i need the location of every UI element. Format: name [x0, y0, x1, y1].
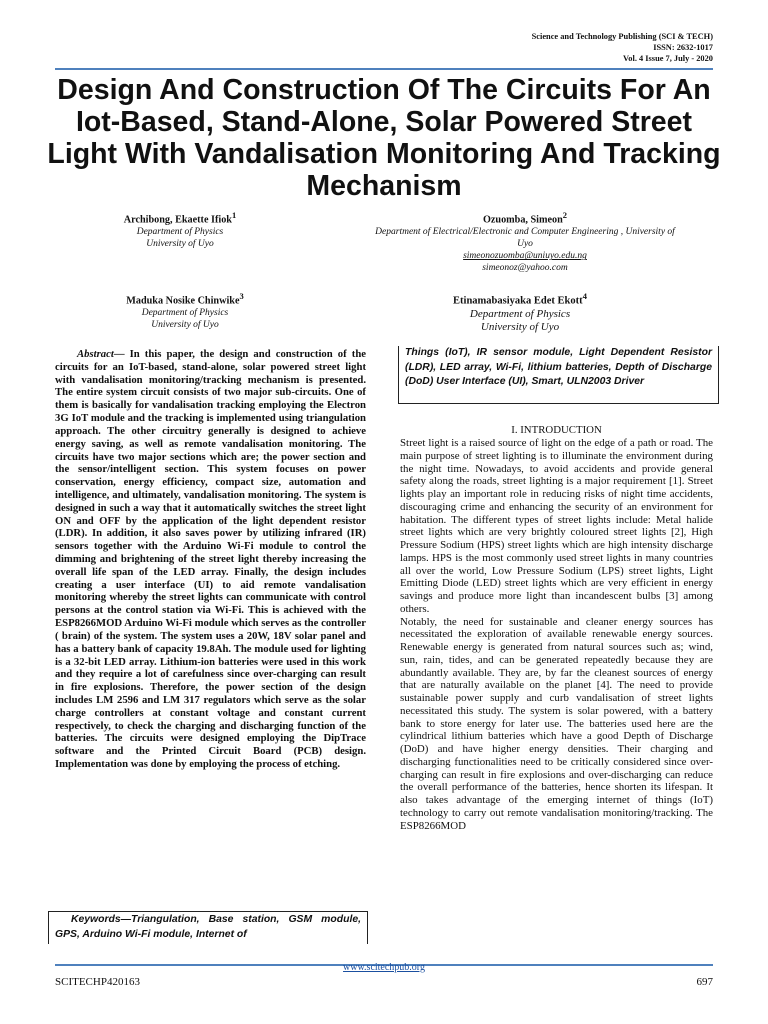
- footer-page-number: 697: [696, 976, 713, 988]
- footer-paper-code: SCITECHP420163: [55, 976, 140, 988]
- intro-paragraph-1: Street light is a raised source of light on the edge of a path or road. The main purpose of street lighting is to illuminate the environment during the night time. Nowadays, to avoid accidents and provide general safety along the roads, street lighting is a major requirement [1]. Street lights play an important role in reducing risks of night time accidents, discouraging crime and enhancing the security of an environment for habitation. The different types of street lights include: Metal halide street lights which are very brightly coloured street lights [2], High Pressure Sodium (HPS) street lights which are high intensity discharge lamps. HPS is the most commonly used street lights in many countries all over the world, Low Pressure Sodium (LPS) street lights, Light Emitting Diode (LED) street lights which are very efficient in energy savings and produce more light than incandescent bulbs [3] among others.: [400, 437, 713, 615]
- author-2-univ: Uyo: [517, 239, 533, 250]
- author-3-sup: 3: [239, 291, 244, 301]
- author-3-univ: University of Uyo: [151, 320, 219, 331]
- volume-issue: Vol. 4 Issue 7, July - 2020: [623, 54, 713, 63]
- author-1: [80, 209, 280, 250]
- author-2-name: Ozuomba, Simeon: [482, 214, 563, 226]
- author-3-name: Maduka Nosike Chinwike: [126, 295, 240, 307]
- intro-paragraph-2: Notably, the need for sustainable and cleaner energy sources has necessitated the exploration of available renewable energy sources. Renewable energy is generated from natural sources such as; wind, sun, rain, tides, and can be generated repeatedly because they are abundantly available. They are, by far the cleanest sources of energy that are naturally available on the planet [4]. The need to provide sustainable power supply and curb vandalisation of street lights necessitated this study. The system is solar powered, with a battery bank to store energy for later use. The batteries used here are the cylindrical lithium batteries which have a good Depth of Discharge (DoD) and have higher energy densities. Their charging and discharging functionalities need to be critically considered since over-charging can result in fire explosions and over-discharging can reduce the overall performance of the batteries, hence shorten its lifespan. It also takes advantage of the emerging internet of things (IoT) technology to carry out remote vandalisation monitoring/tracking. The ESP8266MOD: [400, 615, 713, 832]
- header-rule: [55, 68, 713, 70]
- abstract: [55, 348, 366, 771]
- issn: ISSN: 2632-1017: [653, 43, 713, 52]
- author-2: [330, 209, 720, 274]
- introduction-body: [400, 437, 713, 832]
- keywords-box-end: [398, 346, 719, 404]
- journal-header: [532, 31, 713, 64]
- author-1-name: Archibong, Ekaette Ifiok: [123, 214, 232, 226]
- keywords-text-2: Things (IoT), IR sensor module, Light Dependent Resistor (LDR), LED array, Wi-Fi, lithium batteries, Depth of Discharge (DoD) User Interface (UI), Smart, ULN2003 Driver: [405, 347, 712, 387]
- author-2-dept: Department of Electrical/Electronic and Computer Engineering , University of: [375, 227, 675, 238]
- paper-title: Design And Construction Of The Circuits For An Iot-Based, Stand-Alone, Solar Powered Street Light With Vandalisation Monitoring And Tracking Mechanism: [47, 74, 721, 202]
- author-1-univ: University of Uyo: [146, 239, 214, 250]
- author-1-dept: Department of Physics: [136, 227, 224, 238]
- author-3: [90, 290, 280, 331]
- section-heading-introduction: I. INTRODUCTION: [511, 424, 602, 436]
- keywords-text-1: Keywords—Triangulation, Base station, GSM module, GPS, Arduino Wi-Fi module, Internet of: [55, 914, 361, 941]
- author-2-email-link[interactable]: simeonozuomba@uniuyo.edu.ng: [463, 251, 587, 262]
- keywords-box-start: [48, 911, 368, 944]
- publisher: Science and Technology Publishing (SCI & TECH): [531, 32, 713, 41]
- author-2-sup: 2: [562, 210, 568, 220]
- author-4-name: Etinamabasiyaka Edet Ekott: [453, 295, 583, 307]
- author-1-sup: 1: [231, 210, 237, 220]
- footer-website-link[interactable]: www.scitechpub.org: [343, 962, 425, 973]
- author-4: [400, 290, 640, 334]
- author-3-dept: Department of Physics: [141, 308, 229, 319]
- abstract-text: In this paper, the design and construction of the circuits for an IoT-based, stand-alone, solar powered street light with vandalisation monitoring/tracking mechanism is presented. The entire system circuit consists of two major sub-circuits. One of them is basically for vandalisation tracking employing the Electron 3G IoT module and the tracking is implemented using triangulation approach. The other circuitry generally is designed to achieve energy saving, as well as remote vandalisation monitoring. The circuits have two major sections which are; the power section and the sensor/intelligent section. This system focuses on power conservation, energy efficiency, compact size, automation and intelligence, and ultimately, vandalisation monitoring. The system is designed in such a way that it automatically switches the street light ON and OFF by the application of the light dependent resistor (LDR). In addition, it also saves power by utilizing infrared (IR) sensors together with the Arduino Wi-Fi module to control the dimming and brightening of the street light thereby increasing the overall life span of the LED array. Finally, the design includes creating a user interface (UI) to aid remote vandalisation monitoring whereby the street lights can communicate with control persons at the control station via Wi-Fi. This is achieved with the ESP8266MOD Arduino Wi-Fi module which serves as the controller ( brain) of the system. The system uses a 20W, 18V solar panel and has a battery bank of capacity 19.8Ah. The module used for lighting is a 32-bit LED array. Lithium-ion batteries were used in this work and they require a lot of carefulness since over-charging can result in fire explosions. Therefore, the power section of the design includes LM 2596 and LM 317 regulators which serve as the solar charge controllers at constant voltage and constant current respectively, to check the charging and discharging function of the batteries. The circuits were designed employing the DipTrace software and the Printed Circuit Board (PCB) design. Implementation was done by employing the process of etching.: [55, 348, 367, 770]
- author-2-email-alt: simeonoz@yahoo.com: [482, 263, 568, 274]
- abstract-dash: —: [113, 348, 130, 360]
- author-4-univ: University of Uyo: [480, 320, 560, 333]
- author-4-sup: 4: [582, 291, 587, 301]
- abstract-label: Abstract: [77, 348, 114, 360]
- author-4-dept: Department of Physics: [469, 307, 571, 320]
